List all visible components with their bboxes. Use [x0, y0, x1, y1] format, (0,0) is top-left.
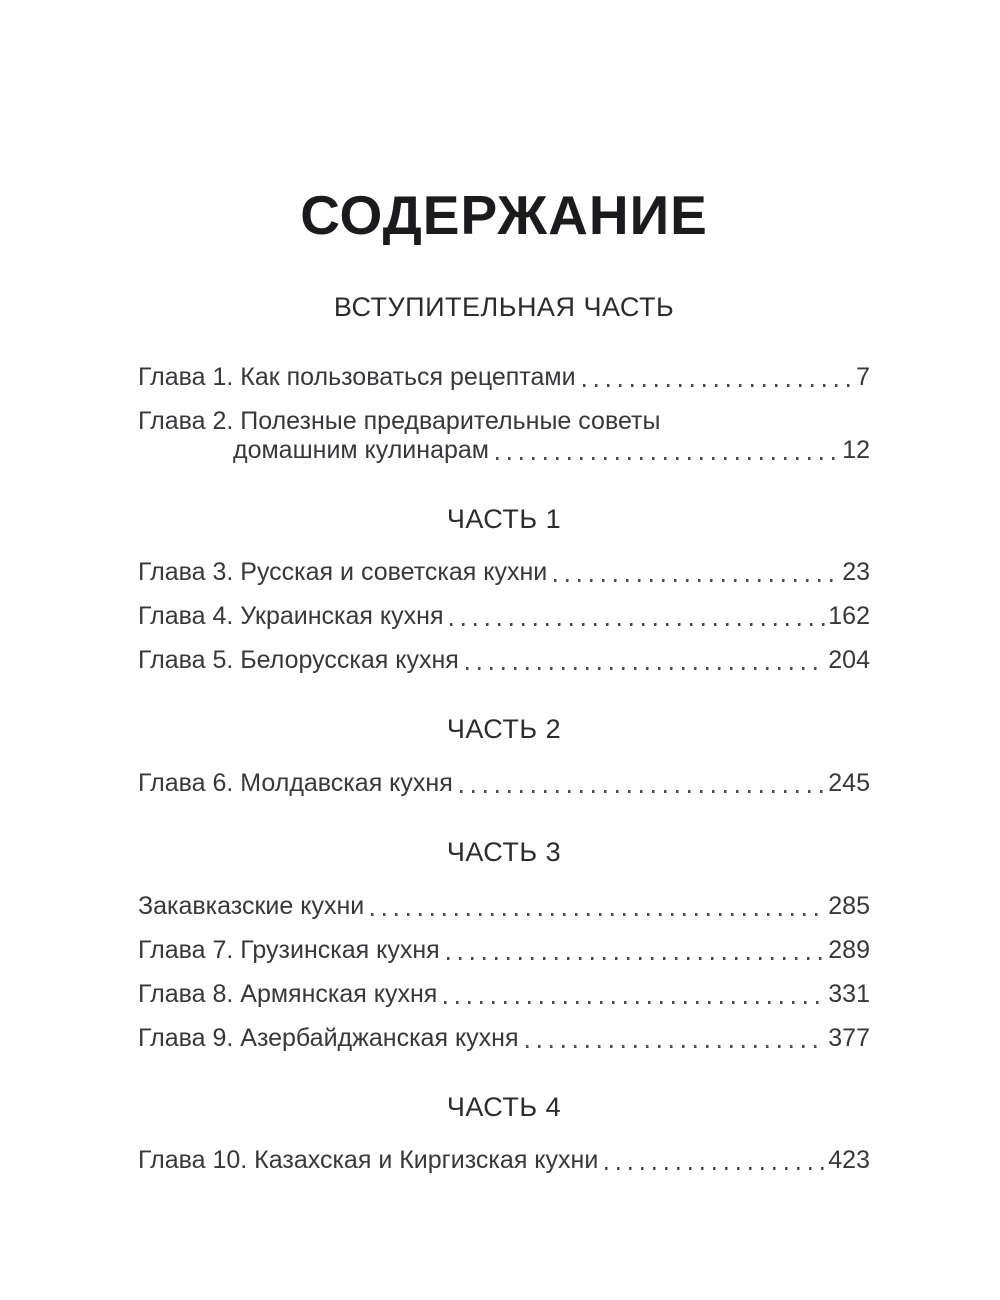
page-number: 377	[828, 1023, 870, 1052]
toc-entry	[138, 1024, 870, 1053]
dot-leader	[554, 579, 839, 582]
toc-sections	[138, 293, 870, 1175]
page-number: 7	[856, 362, 870, 391]
section-heading: ЧАСТЬ 3	[446, 837, 562, 868]
dot-leader	[450, 623, 825, 626]
section-heading: ЧАСТЬ 4	[446, 1091, 562, 1122]
page-number: 245	[828, 769, 870, 798]
toc-entry	[138, 980, 870, 1009]
entry-label: Глава 7. Грузинская кухня	[138, 935, 440, 964]
dot-leader	[371, 913, 825, 916]
dot-leader	[444, 1001, 825, 1004]
dot-leader	[466, 667, 825, 670]
toc-entry	[138, 892, 870, 921]
dot-leader	[496, 457, 839, 460]
entry-label: Глава 4. Украинская кухня	[138, 602, 444, 631]
dot-leader	[460, 790, 826, 793]
section-heading: ЧАСТЬ 1	[446, 503, 562, 534]
section-heading: ВСТУПИТЕЛЬНАЯ ЧАСТЬ	[333, 292, 675, 322]
entry-label: Глава 2. Полезные предварительные советы	[138, 406, 661, 435]
entry-label: Глава 6. Молдавская кухня	[138, 769, 453, 798]
entry-label: Глава 3. Русская и советская кухни	[138, 558, 548, 587]
entry-label: Закавказские кухни	[138, 891, 365, 920]
page-number: 204	[828, 646, 870, 675]
dot-leader	[526, 1045, 826, 1048]
entry-label: Глава 8. Армянская кухня	[138, 979, 438, 1008]
toc-entry	[138, 936, 870, 965]
toc-entry	[138, 363, 870, 392]
page-title: СОДЕРЖАНИЕ	[300, 184, 708, 246]
toc-entry	[138, 1146, 870, 1175]
entry-label: Глава 9. Азербайджанская кухня	[138, 1023, 519, 1052]
entry-label: домашним кулинарам	[233, 435, 489, 464]
page-number: 23	[842, 558, 870, 587]
toc-entry	[138, 769, 870, 798]
dot-leader	[447, 957, 826, 960]
toc-entry	[138, 558, 870, 587]
page-number: 162	[828, 602, 870, 631]
toc-entry	[138, 407, 870, 465]
page-number: 331	[828, 979, 870, 1008]
toc-entry	[138, 646, 870, 675]
entry-continuation	[138, 436, 870, 465]
page-number: 289	[828, 935, 870, 964]
dot-leader	[583, 384, 854, 387]
toc-entry	[138, 602, 870, 631]
entry-label: Глава 5. Белорусская кухня	[138, 646, 459, 675]
page-number: 423	[828, 1146, 870, 1175]
page-number: 285	[828, 891, 870, 920]
section-heading: ЧАСТЬ 2	[446, 714, 562, 745]
page-number: 12	[842, 435, 870, 464]
entry-label: Глава 10. Казахская и Киргизская кухни	[138, 1146, 599, 1175]
dot-leader	[605, 1167, 825, 1170]
entry-label: Глава 1. Как пользоваться рецептами	[138, 362, 576, 391]
